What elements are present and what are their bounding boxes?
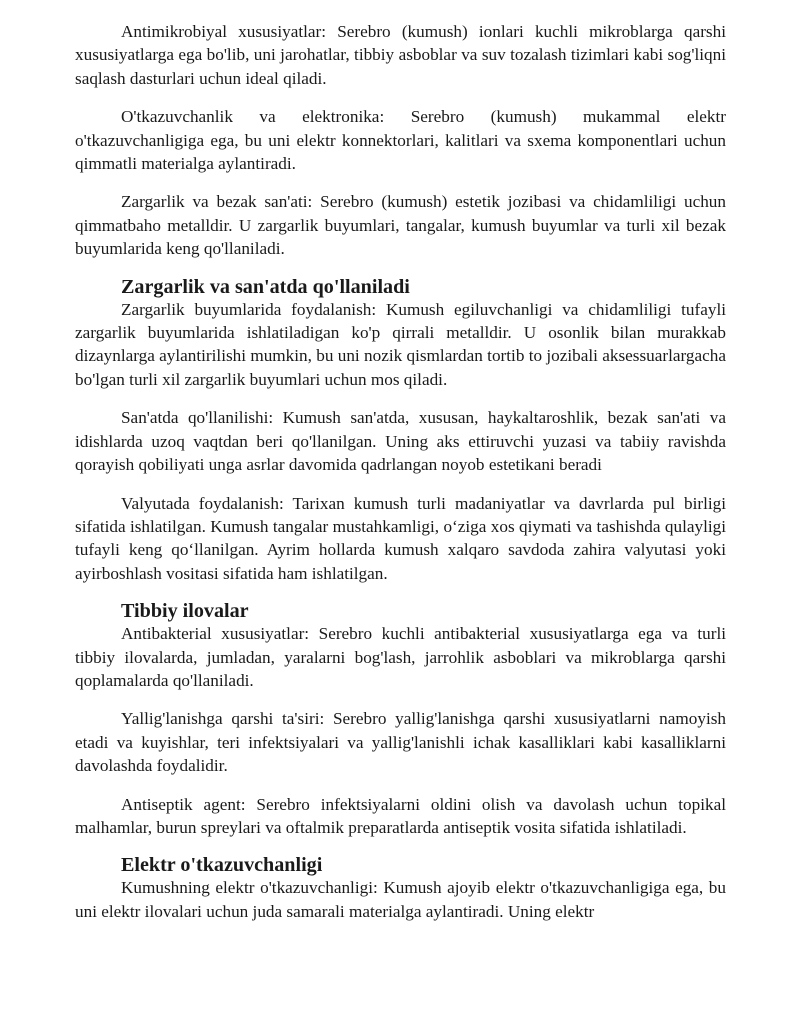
section-jewelry-art bbox=[75, 276, 726, 585]
paragraph-art-use: San'atda qo'llanilishi: Kumush san'atda, xususan, haykaltaroshlik, bezak san'ati va idishlarda uzoq vaqtdan beri qo'llanilgan. Uning aks ettiruvchi yuzasi va tabiiy ravishda qorayish qobiliyati unga asrlar davomida qadrlangan noyob estetikani beradi bbox=[75, 408, 726, 475]
section-heading: Tibbiy ilovalar bbox=[121, 600, 249, 623]
paragraph-jewelry-decorative: Zargarlik va bezak san'ati: Serebro (kumush) estetik jozibasi va chidamliligi uchun qimmatbaho metalldir. U zargarlik buyumlari, tangalar, kumush buyumlar va turli xil bezak buyumlarida keng qo'llaniladi. bbox=[75, 192, 726, 259]
paragraph-antibacterial: Antibakterial xususiyatlar: Serebro kuchli antibakterial xususiyatlarga ega va turli tibbiy ilovalarda, jumladan, yaralarni bog'lash, jarrohlik asboblari va mikroblarga qarshi qoplamalarda qo'llaniladi. bbox=[75, 624, 726, 690]
paragraph-antiseptic: Antiseptik agent: Serebro infektsiyalarni oldini olish va davolash uchun topikal malhamlar, burun spreylari va oftalmik preparatlarda antiseptik vosita sifatida ishlatiladi. bbox=[75, 794, 726, 837]
paragraph-antimicrobial: Antimikrobiyal xususiyatlar: Serebro (kumush) ionlari kuchli mikroblarga qarshi xususiyatlarga ega bo'lib, uni jarohatlar, tibbiy asboblar va suv tozalash tizimlari kabi sog'liqni saqlash dasturlari uchun ideal qiladi. bbox=[75, 22, 726, 88]
section-medical bbox=[75, 600, 726, 839]
paragraph-anti-inflammatory: Yallig'lanishga qarshi ta'siri: Serebro yallig'lanishga qarshi xususiyatlarni namoyish etadi va kuyishlar, teri infektsiyalari va yallig'lanishli ichak kasalliklari kabi kasalliklarni davolashda foydalidir. bbox=[75, 709, 726, 776]
paragraph-currency-use: Valyutada foydalanish: Tarixan kumush turli madaniyatlar va davrlarda pul birligi sifatida ishlatilgan. Kumush tangalar mustahkamligi, o‘ziga xos qiymati va tashishda qulayligi tufayli keng qo‘llanilgan. Ayrim hollarda kumush xalqaro savdoda zahira valyutasi yoki ayirboshlash vositasi sifatida ham ishlatilgan. bbox=[75, 493, 726, 583]
section-heading: Elektr o'tkazuvchanligi bbox=[121, 854, 323, 877]
paragraph-conductivity-electronics: O'tkazuvchanlik va elektronika: Serebro (kumush) mukammal elektr o'tkazuvchanligiga ega, bu uni elektr konnektorlari, kalitlari va sxema komponentlari uchun qimmatli materialga aylantiradi. bbox=[75, 107, 726, 174]
paragraph-silver-conductivity: Kumushning elektr o'tkazuvchanligi: Kumush ajoyib elektr o'tkazuvchanligiga ega, bu uni elektr ilovalari uchun juda samarali materialga aylantiradi. Uning elektr bbox=[75, 878, 726, 921]
document-page bbox=[75, 20, 726, 923]
section-electrical-conductivity bbox=[75, 854, 726, 923]
paragraph-jewelry-use: Zargarlik buyumlarida foydalanish: Kumush egiluvchanligi va chidamliligi tufayli zargarlik buyumlarida ishlatiladigan ko'p qirrali metalldir. U osonlik bilan murakkab dizaynlarga aylantirilishi mumkin, bu uni nozik qismlardan tortib to jozibali aksessuarlargacha bo'lgan turli xil zargarlik buyumlari uchun mos qiladi. bbox=[75, 299, 726, 389]
section-heading: Zargarlik va san'atda qo'llaniladi bbox=[121, 275, 410, 298]
